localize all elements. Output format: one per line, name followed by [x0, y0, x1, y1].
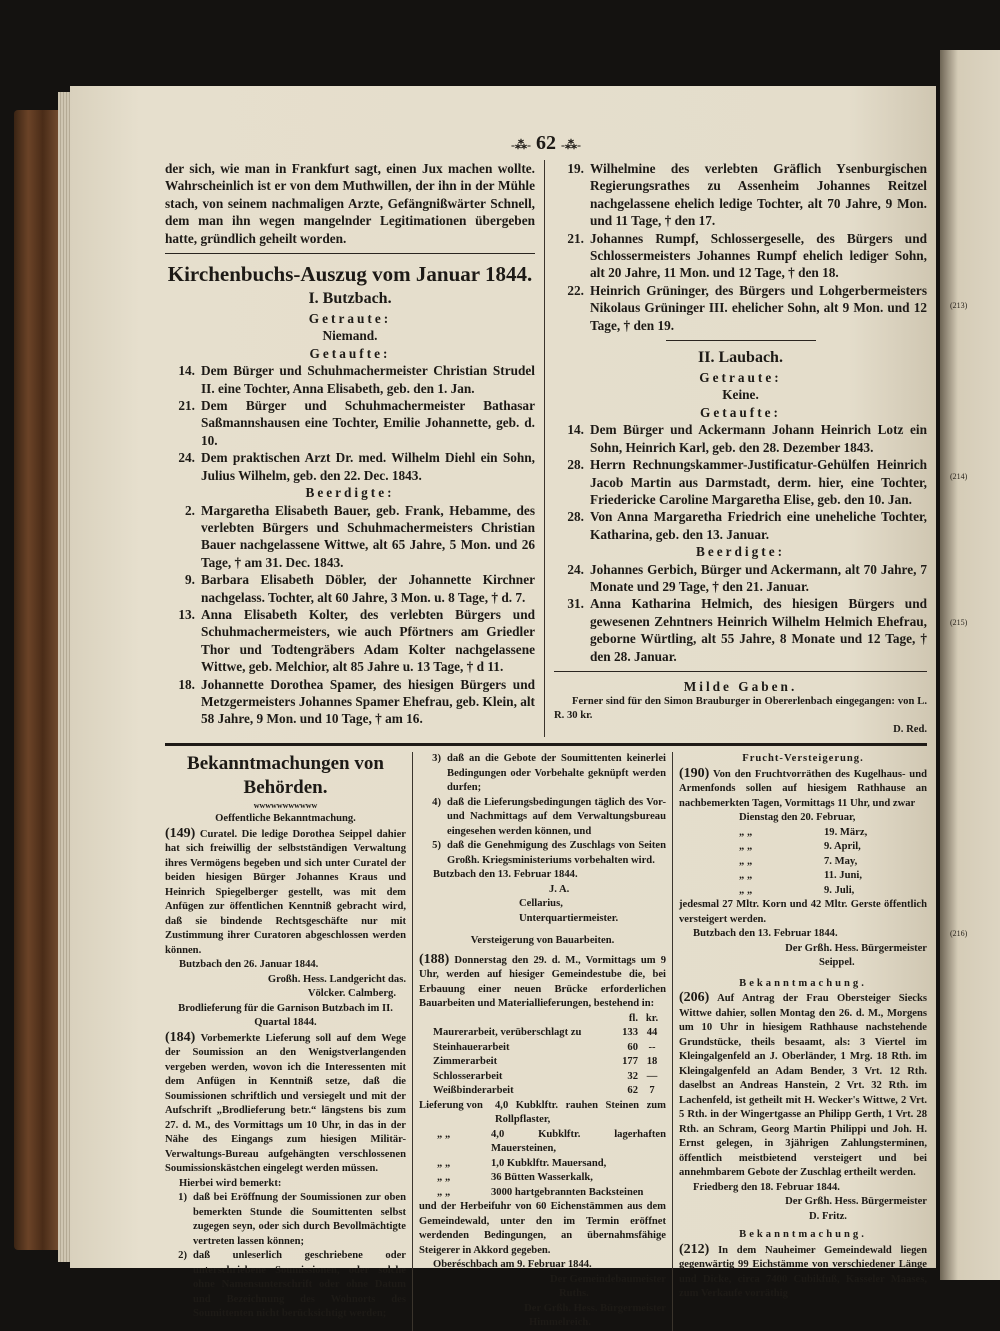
entry-text: daß bei Eröffnung der Soumissionen zur oben bemerkten Stunde die Soumittenten selbst zugegen seyn, oder sich durch Bevollmächtigte vertreten lassen können; [193, 1192, 406, 1247]
notice-text: und der Herbeifuhr von 60 Eichenstämmen aus dem Gemeindewald, unter den im Termin eröffnet werdenden Bedingungen, an übernahmsfähige Steigerer in Akkord gegeben. [419, 1201, 666, 1256]
cost-kr: 18 [646, 1056, 658, 1068]
list-entry [419, 839, 666, 868]
entry-number: 1) [178, 1192, 187, 1204]
signature: Der Grßh. Hess. Bürgermeister [524, 1302, 666, 1314]
list-entry [554, 160, 927, 230]
milde-text: Ferner sind für den Simon Brauburger in Obererlenbach eingegangen: von L. R. 30 kr. [554, 696, 927, 722]
list-entry [554, 421, 927, 456]
value: Niemand. [322, 328, 378, 344]
entry-number: 3) [432, 753, 441, 765]
cost-item: Schlosserarbeit [433, 1070, 503, 1082]
ornament: -⁂- [511, 138, 531, 152]
delivery-text: 3000 hartgebrannten Backsteinen [491, 1186, 644, 1198]
entry-text: Herrn Rechnungskammer-Justificatur-Gehülfen Heinrich Jacob Martin aus Darmstadt, derm. hier, eine Tochter, Friedericke Caroline Margaretha Elise, geb. den 10. Jan. [590, 457, 927, 507]
notice-text: Vorbemerkte Lieferung soll auf dem Wege der Soumission an den Wenigstverlangenden vergeben werden, wovon ich die Interessenten mit dem Anfügen in Kenntniß setze, daß die Soumissionen schriftlich und versiegelt und mit der Aufschrift „Brodlieferung betr.“ längstens bis zum 27. d. M., des Vormittags um 10 Uhr, in das in der Nähe des Eingangs zum hiesigen Militär-Verwaltungs-Bureau aufgehängten verschlossenen Soumissionskästchen eingelegt werden müssen. [165, 1032, 406, 1175]
ditto-mark: „ „ [437, 1186, 451, 1198]
auction-date [679, 855, 927, 870]
delivery-text: 36 Bütten Wasserkalk, [491, 1172, 593, 1184]
label: Getraute: [699, 370, 782, 386]
entry-text: daß die Genehmigung des Zuschlags von Seiten Großh. Kriegsministeriums vorbehalten wird. [447, 840, 666, 866]
ditto-mark: „ „ [739, 841, 753, 853]
subheading: Frucht-Versteigerung. [742, 753, 864, 765]
signature: Unterquartiermeister. [519, 912, 619, 924]
milde-sign: D. Red. [893, 724, 927, 736]
ditto-mark: „ „ [437, 1128, 451, 1140]
notice-number: (206) [679, 990, 710, 1006]
date: Butzbach den 26. Januar 1844. [179, 959, 319, 971]
list-entry [165, 397, 535, 449]
entry-number: 2. [185, 502, 195, 518]
list-entry [165, 606, 535, 676]
label: Getraute: [308, 311, 392, 327]
entry-text: Von Anna Margaretha Friedrich eine uneheliche Tochter, Katharina, geb. den 13. Januar. [590, 509, 927, 542]
signature: Großh. Hess. Landgericht das. [267, 973, 406, 985]
signature: Cellarius, [519, 898, 563, 910]
signature: Der Grßh. Hess. Bürgermeister [785, 1196, 927, 1208]
date: Oberéschbach am 9. Februar 1844. [433, 1259, 592, 1271]
delivery-label: Lieferung von [419, 1099, 483, 1111]
fragment: (215) [950, 618, 968, 627]
auction-date [679, 811, 927, 826]
list-entry [165, 571, 535, 606]
label: Getaufte: [309, 345, 391, 361]
milde-title: Milde Gaben. [683, 678, 798, 694]
ditto-mark: „ „ [739, 884, 753, 896]
top-left-column [165, 160, 545, 737]
cost-kr: 7 [649, 1085, 655, 1097]
entry-number: 14. [178, 363, 195, 379]
entry-number: 21. [178, 398, 195, 414]
ditto-mark: „ „ [739, 870, 753, 882]
fragment: (214) [950, 472, 968, 481]
signature: Seippel. [819, 957, 855, 969]
bottom-column-1 [165, 752, 413, 1331]
notice-number: (212) [679, 1241, 710, 1257]
section-title: Bekanntmachungen von Behörden. [187, 753, 384, 799]
list-entry [554, 282, 927, 334]
signature: J. A. [549, 883, 570, 895]
subheading: Oeffentliche Bekanntmachung. [215, 813, 356, 825]
entry-number: 24. [567, 561, 584, 577]
entry-number: 13. [178, 606, 195, 622]
cost-row [419, 1084, 666, 1099]
entry-number: 31. [567, 596, 584, 612]
entry-text: Heinrich Grüninger, des Bürgers und Lohgerbermeisters Nikolaus Grüninger III. ehelicher Sohn, alt 9 Mon. und 12 Tage, † den 19. [590, 282, 927, 333]
entry-number: 28. [567, 457, 584, 473]
bottom-column-3 [673, 752, 927, 1331]
delivery-item [419, 1099, 666, 1128]
cost-table [419, 1012, 666, 1099]
cost-kr: — [646, 1070, 658, 1082]
entry-text: Dem Bürger und Schuhmachermeister Bathasar Saßmannshausen eine Tochter, Emilie Johannette, geb. d. 10. [201, 398, 535, 448]
next-page-edge [940, 50, 1000, 1280]
delivery-item [419, 1128, 666, 1157]
entry-text: Barbara Elisabeth Döbler, der Johannette Kirchner nachgelass. Tochter, alt 60 Jahre, 3 Mon. u. 8 Tage, † d. 7. [201, 572, 535, 605]
notice-text: In dem Nauheimer Gemeindewald liegen gegenwärtig 99 Eichstämme von verschiedener Länge und Dicke, circa 7400 Cubikfuß, Kasseler Maases, zum Verkaufe vorräthig [679, 1244, 927, 1300]
list-entry [165, 676, 535, 728]
date-text: 9. April, [824, 841, 861, 853]
entry-text: Margaretha Elisabeth Bauer, geb. Frank, Hebamme, des verlebten Bürgers und Schuhmachermeisters Christian Bauer nachgelassene Wittwe, alt 65 Jahre, 5 Mon. und 26 Tage, † am 31. Dec. 1843. [201, 502, 535, 570]
text: Hierbei wird bemerkt: [179, 1177, 282, 1189]
ditto-mark: „ „ [739, 855, 753, 867]
entry-text: Johannette Dorothea Spamer, des hiesigen Bürgers und Metzgermeisters Johannes Spamer Ehefrau, geb. Klein, alt 58 Jahre, 9 Mon. und 10 Tage, † am 16. [201, 676, 535, 727]
list-entry [165, 1249, 406, 1322]
page-header [165, 130, 927, 158]
cost-kr: -- [648, 1041, 656, 1053]
notice-text: Auf Antrag der Frau Obersteiger Siecks Wittwe dahier, sollen Montag den 26. d. M., Morgens um 10 Uhr in hiesigem Rathhause nachstehende Grundstücke, theils besaamt, als: 3 Viertel im Kleingalgenfeld an J. Oberländer, 1 Mrg. 18 Rth. im Kleingalgenfeld an Adam Bender, 3 Vrt. 12 Rth. daselbst an Andreas Hanstein, 2 Vrt. 32 Rth. im Lachenfeld, ist getheilt mit H. Wecker's Wittwe, 2 Vrt. 5 Rth. in der Wingertgasse an Philipp Gerth, 1 Vrt. 28 Rth. an Schram, Georg Martin Philippi und Joh. H. Ernst gelegen, in 3jährigen Zahlungsterminen, öffentlich meistbietend versteigert und bei annehmbarem Gebote der Zuschlag ertheilt werden. [679, 993, 927, 1179]
subsection-title: I. Butzbach. [308, 290, 392, 308]
cost-row [419, 1070, 666, 1085]
ornament: -⁂- [561, 138, 581, 152]
page-number: 62 [536, 132, 556, 154]
date: Butzbach den 13. Februar 1844. [433, 869, 578, 881]
list-entry [554, 508, 927, 543]
delivery-text: 1,0 Kubklftr. Mauersand, [491, 1157, 607, 1169]
intro-paragraph: der sich, wie man in Frankfurt sagt, einen Jux machen wollte. Wahrscheinlich ist er von dem Muthwillen, der ihn in der Mühle stach, von seinem nachmaligen Arzte, Gefängnißwärter Schnell, dem man ihn wegen mangelnder Legitimationen übergeben hatte, gründlich geheilt worden. [165, 161, 535, 246]
subheading: Bekanntmachung. [739, 977, 867, 989]
entry-text: Anna Elisabeth Kolter, des verlebten Bürgers und Schuhmachermeisters, wie auch Pförtners am Griedler Thor und Todtengräbers Adam Kolter nachgelassene Wittwe, geb. Melchior, alt 85 Jahre u. 13 Tage, † d 11. [201, 606, 535, 675]
entry-text: Dem praktischen Arzt Dr. med. Wilhelm Diehl ein Sohn, Julius Wilhelm, geb. den 22. Dec. 1843. [201, 450, 535, 483]
entry-number: 9. [185, 572, 195, 588]
label: Beerdigte: [305, 485, 395, 501]
list-entry [419, 796, 666, 840]
entry-text: daß die Lieferungsbedingungen täglich des Vor- und Nachmittags auf dem Verwaltungsbureau eingesehen werden können, und [447, 796, 666, 837]
header-kr: kr. [645, 1012, 659, 1024]
label: Getaufte: [700, 404, 781, 420]
cost-fl: 177 [622, 1056, 638, 1068]
date-text: 19. März, [824, 826, 868, 838]
entry-text: Anna Katharina Helmich, des hiesigen Bürgers und gewesenen Zehntners Heinrich Wilhelm Helmich Ehefrau, geborne Würtling, alt 55 Jahre, 8 Monate und 12 Tage, † den 28. Januar. [590, 596, 927, 664]
entry-text: daß an die Gebote der Soumittenten keinerlei Bedingungen oder Vorbehalte geknüpft werden durfen; [447, 753, 666, 794]
date-text: Dienstag den 20. Februar, [739, 812, 856, 824]
date-text: 11. Juni, [824, 870, 862, 882]
delivery-item [419, 1157, 666, 1172]
auction-date [679, 826, 927, 841]
cost-item: Maurerarbeit, verüberschlagt zu [433, 1027, 582, 1039]
list-entry [554, 595, 927, 665]
ornament: wwwwwwwwwww [253, 801, 318, 811]
book-marbled-edge [14, 110, 62, 1250]
top-section [165, 160, 927, 737]
notice-text: Curatel. Die ledige Dorothea Seippel dahier hat sich freiwillig der selbstständigen Verwaltung ihres Vermögens begeben und sich unter Curatel der beiden hiesigen Bürger Johannes Kraus und Heinrich Spiegelberger gestellt, was mit dem Anfügen zur öffentlichen Kenntniß gebracht wird, daß sie bindende Rechtsgeschäfte nur mit Zustimmung ihrer Curatoren abgeschlossen werden können. [165, 828, 406, 956]
cost-row [419, 1055, 666, 1070]
list-entry [419, 752, 666, 796]
list-entry [165, 502, 535, 572]
cost-item: Weißbinderarbeit [433, 1085, 514, 1097]
notice-number: (184) [165, 1029, 196, 1045]
cost-fl: 32 [627, 1070, 638, 1082]
cost-item: Zimmerarbeit [433, 1056, 498, 1068]
signature: Der Grßh. Hess. Bürgermeister [785, 942, 927, 954]
entry-number: 4) [432, 796, 441, 808]
page-content [165, 130, 927, 1331]
signature: Der Gemeindebaumeister [549, 1273, 666, 1285]
cost-item: Steinhauerarbeit [433, 1041, 510, 1053]
ditto-mark: „ „ [437, 1172, 451, 1184]
auction-date [679, 869, 927, 884]
signature: D. Fritz. [809, 1210, 847, 1222]
notice-number: (149) [165, 825, 196, 841]
list-entry [554, 456, 927, 508]
entry-text: daß unleserlich geschriebene oder unterschriebene Soumissionen, oder solche ohne Namensunterschrift oder ohne Datum und Bezeichnung des Wohnorts des Soumittenten nicht berücksichtigt werden; [193, 1250, 406, 1320]
bottom-section [165, 743, 927, 1331]
value: Keine. [722, 387, 759, 403]
notice-text: Von den Fruchtvorräthen des Kugelhaus- und Armenfonds sollen auf hiesigem Rathhause an nachbemerkten Tagen, Vormittags 11 Uhr, und zwar [679, 768, 927, 809]
ditto-mark: „ „ [739, 826, 753, 838]
entry-number: 19. [567, 161, 584, 176]
cost-fl: 60 [627, 1041, 638, 1053]
bottom-column-2 [413, 752, 673, 1331]
notice-number: (188) [419, 951, 450, 967]
list-entry [554, 561, 927, 596]
header-fl: fl. [628, 1012, 638, 1024]
subheading: Bekanntmachung. [739, 1229, 867, 1241]
entry-number: 28. [567, 509, 584, 525]
signature: Völcker. Calmberg. [307, 988, 396, 1000]
entry-number: 18. [178, 676, 195, 692]
entry-number: 21. [567, 230, 584, 246]
top-right-column [545, 160, 927, 737]
entry-number: 2) [178, 1250, 187, 1262]
entry-number: 5) [432, 840, 441, 852]
auction-date [679, 840, 927, 855]
date-text: 7. May, [824, 855, 858, 867]
signature: Ruths. [559, 1288, 589, 1300]
delivery-item [419, 1186, 666, 1201]
cost-kr: 44 [646, 1027, 658, 1039]
delivery-text: 4,0 Kubklftr. lagerhaften Mauersteinen, [491, 1128, 666, 1155]
entry-number: 14. [567, 422, 584, 438]
cost-row [419, 1041, 666, 1056]
list-entry [165, 449, 535, 484]
cost-fl: 133 [622, 1027, 638, 1039]
entry-text: Johannes Rumpf, Schlossergeselle, des Bürgers und Schlossermeisters Johannes Rumpf ehelich lediger Sohn, alt 20 Jahre, 11 Mon. und 12 Tage, † den 18. [590, 230, 927, 281]
entry-number: 24. [178, 450, 195, 466]
entry-text: Dem Bürger und Schuhmachermeister Christian Strudel II. eine Tochter, Anna Elisabeth, geb. den 1. Jan. [201, 363, 535, 396]
date: Butzbach den 13. Februar 1844. [693, 928, 838, 940]
entry-text: Wilhelmine des verlebten Gräflich Ysenburgischen Regierungsrathes zu Assenheim Johannes Reitzel nachgelassene ehelich ledige Tochter, alt 70 Jahre, 9 Mon. und 11 Tage, † den 17. [590, 161, 927, 229]
subheading: Brodlieferung für die Garnison Butzbach im II. Quartal 1844. [178, 1002, 393, 1029]
entry-number: 22. [567, 282, 584, 298]
list-entry [554, 230, 927, 282]
fragment: (213) [950, 301, 968, 310]
entry-text: Johannes Gerbich, Bürger und Ackermann, alt 70 Jahre, 7 Monate und 29 Tage, † den 21. Januar. [590, 561, 927, 594]
notice-text: jedesmal 27 Mltr. Korn und 42 Mltr. Gerste öffentlich versteigert werden. [679, 899, 927, 925]
list-entry [165, 1191, 406, 1249]
delivery-item [419, 1171, 666, 1186]
notice-number: (190) [679, 765, 710, 781]
entry-text: Dem Bürger und Ackermann Johann Heinrich Lotz ein Sohn, Heinrich Karl, geb. den 28. Dezember 1843. [590, 422, 927, 455]
date: Friedberg den 18. Februar 1844. [693, 1181, 840, 1193]
auction-date [679, 884, 927, 899]
list-entry [165, 362, 535, 397]
delivery-text: 4,0 Kubklftr. rauhen Steinen zum Rollpflaster, [495, 1099, 666, 1126]
ditto-mark: „ „ [437, 1157, 451, 1169]
section-title: Kirchenbuchs-Auszug vom Januar 1844. [167, 262, 533, 287]
fragment: (216) [950, 929, 968, 938]
subsection-title: II. Laubach. [698, 349, 783, 367]
cost-fl: 62 [627, 1085, 638, 1097]
cost-row [419, 1026, 666, 1041]
signature: Himmelreich. [529, 1317, 591, 1329]
subheading: Versteigerung von Bauarbeiten. [470, 935, 615, 947]
notice-text: Donnerstag den 29. d. M., Vormittags um 9 Uhr, werden auf hiesiger Gemeindestube die, bei Erbauung einer neuen Brücke erforderlichen Bauarbeiten und Materiallieferungen, bestehend in: [419, 954, 666, 1010]
label: Beerdigte: [695, 544, 786, 560]
date-text: 9. Juli, [824, 884, 855, 896]
